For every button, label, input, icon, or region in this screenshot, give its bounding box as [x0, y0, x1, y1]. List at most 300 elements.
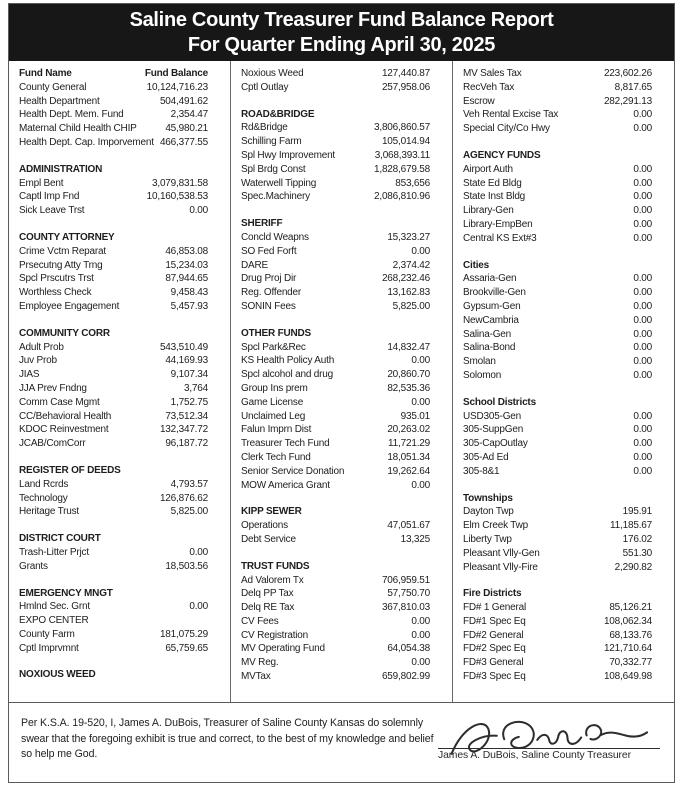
fund-value: 0.00 [189, 205, 208, 217]
fund-section [19, 587, 208, 656]
fund-value: 0.00 [633, 123, 652, 135]
fund-name: Cptl Outlay [241, 81, 289, 93]
section-title: DISTRICT COURT [19, 533, 101, 545]
fund-value: 706,959.51 [381, 574, 430, 586]
fund-name: Empl Bent [19, 177, 64, 189]
fund-row [241, 272, 430, 286]
fund-row [463, 67, 652, 81]
fund-value: 64,054.38 [387, 643, 430, 655]
oath-text: Per K.S.A. 19-520, I, James A. DuBois, Treasurer of Saline County Kansas do solemnly swear that the foregoing exhibit is true and correct, to the best of my knowledge and belief so help me God. [21, 717, 434, 760]
fund-name: 305-CapOutlay [463, 438, 528, 450]
fund-value: 18,051.34 [387, 451, 430, 463]
section-title: OTHER FUNDS [241, 327, 312, 339]
fund-section [241, 217, 430, 314]
fund-section [463, 587, 652, 684]
section-title: TRUST FUNDS [241, 560, 310, 572]
fund-row [241, 135, 430, 149]
fund-row [19, 600, 208, 614]
fund-row [241, 615, 430, 629]
fund-row [241, 81, 430, 95]
fund-name: Reg. Offender [241, 287, 302, 299]
fund-value: 108,062.34 [603, 615, 652, 627]
fund-value: 0.00 [411, 396, 430, 408]
fund-row [463, 218, 652, 232]
fund-name: Salina-Gen [463, 328, 512, 340]
fund-name: State Ed Bldg [463, 177, 522, 189]
fund-name: Spec.Machinery [241, 191, 310, 203]
fund-value: 195.91 [622, 506, 652, 518]
fund-row [463, 410, 652, 424]
fund-row [463, 533, 652, 547]
fund-row [463, 369, 652, 383]
fund-name: Land Rcrds [19, 478, 69, 490]
fund-name: KDOC Reinvestment [19, 424, 109, 436]
fund-name: Grants [19, 560, 48, 572]
fund-name: Hmlnd Sec. Grnt [19, 601, 90, 613]
fund-row [241, 286, 430, 300]
fund-row [19, 382, 208, 396]
fund-row [19, 204, 208, 218]
fund-name: Drug Proj Dir [241, 273, 297, 285]
fund-name: Special City/Co Hwy [463, 123, 550, 135]
fund-name: Captl Imp Fnd [19, 191, 80, 203]
fund-name: JCAB/ComCorr [19, 438, 86, 450]
fund-row [463, 286, 652, 300]
fund-section [241, 67, 430, 95]
fund-name: Veh Rental Excise Tax [463, 109, 559, 121]
fund-value: 0.00 [411, 629, 430, 641]
fund-name: Elm Creek Twp [463, 520, 529, 532]
fund-name: Crime Vctm Reparat [19, 245, 106, 257]
fund-value: 3,806,860.57 [374, 122, 430, 134]
fund-row [19, 272, 208, 286]
fund-value: 127,440.87 [381, 68, 430, 79]
section-title: NOXIOUS WEED [19, 669, 96, 681]
fund-name: Pleasant Vlly-Gen [463, 547, 540, 559]
fund-value: 223,602.26 [603, 68, 652, 79]
fund-row [241, 396, 430, 410]
fund-value: 0.00 [411, 245, 430, 257]
section-title: Townships [463, 492, 513, 504]
fund-row [19, 259, 208, 273]
fund-name: MV Reg. [241, 657, 279, 669]
fund-name: SO Fed Forft [241, 245, 297, 257]
fund-value: 0.00 [633, 465, 652, 477]
fund-row [19, 354, 208, 368]
fund-row [241, 519, 430, 533]
fund-column-2 [230, 61, 452, 702]
fund-row [19, 190, 208, 204]
fund-name: Delq PP Tax [241, 588, 294, 600]
fund-row [463, 670, 652, 684]
fund-name: FD#3 General [463, 657, 524, 669]
fund-value: 0.00 [633, 163, 652, 175]
fund-row [241, 354, 430, 368]
fund-row [463, 204, 652, 218]
fund-value: 0.00 [633, 191, 652, 203]
fund-row [241, 341, 430, 355]
fund-section [19, 532, 208, 573]
fund-name: Senior Service Donation [241, 465, 345, 477]
fund-name: Spl Hwy Improvement [241, 149, 336, 161]
fund-name: 305-Ad Ed [463, 451, 509, 463]
fund-value: 18,503.56 [165, 560, 208, 572]
fund-value: 0.00 [633, 410, 652, 422]
fund-name: Gypsum-Gen [463, 300, 521, 312]
fund-section [463, 149, 652, 246]
fund-name: RecVeh Tax [463, 81, 515, 93]
fund-value: 659,802.99 [381, 671, 430, 683]
report-title-banner [9, 4, 674, 61]
fund-name: Brookville-Gen [463, 287, 526, 299]
fund-value: 466,377.55 [159, 136, 208, 148]
fund-name: Technology [19, 492, 68, 504]
section-title: ROAD&BRIDGE [241, 108, 315, 120]
fund-row [241, 259, 430, 273]
fund-value: 0.00 [633, 109, 652, 121]
fund-name: MVTax [241, 671, 271, 683]
fund-value: 0.00 [633, 342, 652, 354]
fund-value: 3,079,831.58 [152, 177, 208, 189]
fund-value: 268,232.46 [381, 273, 430, 285]
fund-value: 10,124,716.23 [146, 81, 208, 93]
fund-value: 70,332.77 [609, 657, 652, 669]
fund-section [463, 492, 652, 575]
fund-section [241, 327, 430, 493]
fund-value: 126,876.62 [159, 492, 208, 504]
fund-column-1 [9, 61, 230, 702]
section-title: KIPP SEWER [241, 506, 302, 518]
fund-name: Debt Service [241, 533, 296, 545]
fund-value: 176.02 [622, 533, 652, 545]
fund-value: 14,832.47 [387, 341, 430, 353]
fund-value: 2,354.47 [170, 109, 208, 121]
fund-row [463, 314, 652, 328]
fund-name: Trash-Litter Prjct [19, 546, 89, 558]
fund-value: 551.30 [622, 547, 652, 559]
fund-value: 4,793.57 [170, 478, 208, 490]
fund-row [463, 519, 652, 533]
fund-value: 13,325 [400, 533, 430, 545]
fund-row [19, 341, 208, 355]
fund-value: 8,817.65 [614, 81, 652, 93]
fund-value: 5,457.93 [170, 300, 208, 312]
fund-row [19, 492, 208, 506]
fund-row [463, 272, 652, 286]
fund-value: 0.00 [411, 615, 430, 627]
report-footer [9, 702, 674, 782]
fund-name: Adult Prob [19, 341, 64, 353]
fund-name: Delq RE Tax [241, 602, 295, 614]
fund-row [241, 177, 430, 191]
fund-name: Unclaimed Leg [241, 410, 306, 422]
fund-row [19, 478, 208, 492]
fund-name: CC/Behavioral Health [19, 410, 112, 422]
fund-row [241, 121, 430, 135]
fund-row [463, 177, 652, 191]
fund-name: Juv Prob [19, 355, 57, 367]
fund-balance-header: Fund Balance [144, 68, 208, 79]
fund-row [463, 656, 652, 670]
fund-value: 0.00 [633, 438, 652, 450]
fund-row [463, 355, 652, 369]
fund-value: 57,750.70 [387, 588, 430, 600]
table-header-row [19, 67, 208, 81]
fund-name: Worthless Check [19, 287, 92, 299]
fund-value: 935.01 [400, 410, 430, 422]
fund-value: 9,107.34 [170, 369, 208, 381]
fund-row [241, 300, 430, 314]
fund-value: 2,290.82 [614, 561, 652, 573]
section-title: SHERIFF [241, 218, 283, 230]
fund-row [19, 95, 208, 109]
fund-value: 0.00 [633, 205, 652, 217]
signature-line [438, 748, 660, 749]
fund-section [19, 668, 208, 682]
fund-name: Rd&Bridge [241, 122, 288, 134]
report-title-line2: For Quarter Ending April 30, 2025 [187, 33, 496, 56]
fund-row [241, 451, 430, 465]
fund-row [463, 122, 652, 136]
fund-row [241, 163, 430, 177]
fund-row [241, 601, 430, 615]
fund-row [241, 465, 430, 479]
fund-name: Smolan [463, 356, 496, 368]
section-title: EMERGENCY MNGT [19, 587, 113, 599]
fund-value: 181,075.29 [159, 628, 208, 640]
fund-section [19, 464, 208, 519]
section-title: ADMINISTRATION [19, 163, 103, 175]
fund-row [241, 245, 430, 259]
fund-row [19, 177, 208, 191]
fund-value: 3,068,393.11 [374, 149, 430, 161]
fund-value: 47,051.67 [387, 520, 430, 532]
fund-row [463, 437, 652, 451]
fund-value: 0.00 [411, 355, 430, 367]
fund-row [463, 190, 652, 204]
fund-name-header: Fund Name [19, 68, 72, 79]
fund-section [463, 396, 652, 479]
fund-name: Operations [241, 520, 288, 532]
fund-row [19, 560, 208, 574]
fund-name: Concld Weapns [241, 231, 309, 243]
fund-value: 10,160,538.53 [146, 191, 208, 203]
fund-value: 82,535.36 [387, 382, 430, 394]
fund-row [19, 136, 208, 150]
fund-value: 282,291.13 [603, 95, 652, 107]
fund-name: Pleasant Vlly-Fire [463, 561, 538, 573]
fund-row [19, 546, 208, 560]
section-title: Cities [463, 259, 490, 271]
fund-value: 20,263.02 [387, 424, 430, 436]
fund-name: DARE [241, 259, 268, 271]
fund-name: USD305-Gen [463, 410, 522, 422]
fund-name: SONIN Fees [241, 300, 296, 312]
fund-row [241, 479, 430, 493]
fund-section [463, 259, 652, 383]
fund-row [463, 341, 652, 355]
fund-name: FD#1 Spec Eq [463, 615, 526, 627]
fund-name: Solomon [463, 369, 502, 381]
fund-row [463, 108, 652, 122]
fund-section [241, 108, 430, 205]
fund-name: MOW America Grant [241, 479, 330, 491]
fund-row [19, 410, 208, 424]
fund-row [19, 396, 208, 410]
fund-row [19, 614, 208, 628]
fund-row [19, 642, 208, 656]
fund-section [241, 505, 430, 546]
section-title: REGISTER OF DEEDS [19, 464, 121, 476]
fund-value: 85,126.21 [609, 602, 652, 614]
fund-value: 105,014.94 [381, 136, 430, 148]
fund-value: 68,133.76 [609, 629, 652, 641]
fund-name: FD#3 Spec Eq [463, 671, 526, 683]
fund-row [19, 122, 208, 136]
fund-value: 0.00 [633, 273, 652, 285]
fund-name: Liberty Twp [463, 533, 512, 545]
fund-name: Group Ins prem [241, 382, 308, 394]
fund-value: 0.00 [633, 451, 652, 463]
fund-name: 305-8&1 [463, 465, 500, 477]
fund-name: FD# 1 General [463, 602, 526, 614]
fund-value: 9,458.43 [170, 287, 208, 299]
fund-row [241, 533, 430, 547]
fund-value: 0.00 [633, 424, 652, 436]
fund-name: NewCambria [463, 314, 519, 326]
fund-name: JJA Prev Fndng [19, 382, 87, 394]
fund-name: FD#2 General [463, 629, 524, 641]
fund-value: 367,810.03 [381, 602, 430, 614]
fund-row [241, 574, 430, 588]
fund-name: County Farm [19, 628, 75, 640]
fund-name: Treasurer Tech Fund [241, 438, 330, 450]
fund-row [241, 670, 430, 684]
fund-name: County General [19, 81, 87, 93]
fund-name: Assaria-Gen [463, 273, 517, 285]
fund-name: Spcl Prscutrs Trst [19, 273, 94, 285]
fund-value: 20,860.70 [387, 369, 430, 381]
fund-value: 0.00 [189, 546, 208, 558]
report-frame [8, 3, 675, 783]
fund-value: 543,510.49 [159, 341, 208, 353]
fund-name: KS Health Policy Auth [241, 355, 335, 367]
fund-name: Spcl Park&Rec [241, 341, 306, 353]
fund-row [463, 629, 652, 643]
fund-row [241, 231, 430, 245]
report-title-line1: Saline County Treasurer Fund Balance Report [129, 8, 554, 31]
fund-row [19, 300, 208, 314]
fund-value: 96,187.72 [165, 438, 208, 450]
fund-value: 73,512.34 [165, 410, 208, 422]
fund-row [463, 505, 652, 519]
fund-section [19, 163, 208, 218]
fund-value: 0.00 [633, 300, 652, 312]
fund-value: 0.00 [633, 369, 652, 381]
fund-name: Library-Gen [463, 205, 514, 217]
fund-value: 0.00 [633, 177, 652, 189]
fund-name: Waterwell Tipping [241, 177, 317, 189]
fund-name: Sick Leave Trst [19, 205, 85, 217]
fund-row [463, 95, 652, 109]
fund-row [19, 423, 208, 437]
fund-value: 11,185.67 [610, 520, 652, 532]
fund-value: 11,721.29 [388, 438, 430, 450]
fund-name: Schilling Farm [241, 136, 302, 148]
fund-name: Spl Brdg Const [241, 163, 306, 175]
fund-row [241, 437, 430, 451]
fund-name: Dayton Twp [463, 506, 514, 518]
signature-block [438, 712, 660, 761]
fund-name: Health Department [19, 95, 100, 107]
fund-value: 65,759.65 [165, 642, 208, 654]
fund-value: 257,958.06 [381, 81, 430, 93]
fund-row [19, 368, 208, 382]
fund-section [19, 81, 208, 150]
fund-section [19, 327, 208, 451]
fund-value: 46,853.08 [165, 245, 208, 257]
fund-value: 504,491.62 [159, 95, 208, 107]
fund-name: State Inst Bldg [463, 191, 526, 203]
fund-name: Cptl Imprvmnt [19, 642, 79, 654]
fund-row [463, 232, 652, 246]
fund-value: 19,262.64 [387, 465, 430, 477]
fund-name: MV Operating Fund [241, 643, 325, 655]
fund-row [463, 547, 652, 561]
fund-row [241, 587, 430, 601]
fund-value: 5,825.00 [392, 300, 430, 312]
fund-value: 2,374.42 [392, 259, 430, 271]
fund-name: FD#2 Spec Eq [463, 643, 526, 655]
fund-value: 0.00 [189, 601, 208, 613]
fund-row [463, 642, 652, 656]
section-title: School Districts [463, 396, 536, 408]
fund-row [241, 410, 430, 424]
fund-row [19, 286, 208, 300]
fund-section [241, 560, 430, 684]
fund-name: Prsecutng Atty Trng [19, 259, 103, 271]
fund-row [19, 108, 208, 122]
fund-row [19, 437, 208, 451]
fund-name: EXPO CENTER [19, 615, 89, 627]
fund-name: MV Sales Tax [463, 68, 522, 79]
fund-name: Ad Valorem Tx [241, 574, 304, 586]
fund-row [19, 245, 208, 259]
fund-name: CV Registration [241, 629, 309, 641]
section-title: COMMUNITY CORR [19, 327, 110, 339]
signature-label: James A. DuBois, Saline County Treasurer [438, 750, 631, 761]
fund-name: Central KS Ext#3 [463, 232, 537, 244]
fund-name: Noxious Weed [241, 68, 304, 79]
fund-value: 0.00 [633, 328, 652, 340]
section-title: Fire Districts [463, 588, 522, 600]
fund-name: 305-SuppGen [463, 424, 524, 436]
fund-name: Spcl alcohol and drug [241, 369, 333, 381]
fund-name: Health Dept. Mem. Fund [19, 109, 124, 121]
fund-row [241, 423, 430, 437]
fund-row [241, 190, 430, 204]
fund-value: 0.00 [633, 287, 652, 299]
fund-name: JIAS [19, 369, 40, 381]
fund-name: CV Fees [241, 615, 279, 627]
fund-value: 0.00 [411, 657, 430, 669]
fund-value: 0.00 [633, 218, 652, 230]
fund-row [19, 628, 208, 642]
section-title: AGENCY FUNDS [463, 149, 541, 161]
fund-name: Maternal Child Health CHIP [19, 123, 137, 135]
fund-name: Clerk Tech Fund [241, 451, 311, 463]
fund-value: 15,234.03 [165, 259, 208, 271]
